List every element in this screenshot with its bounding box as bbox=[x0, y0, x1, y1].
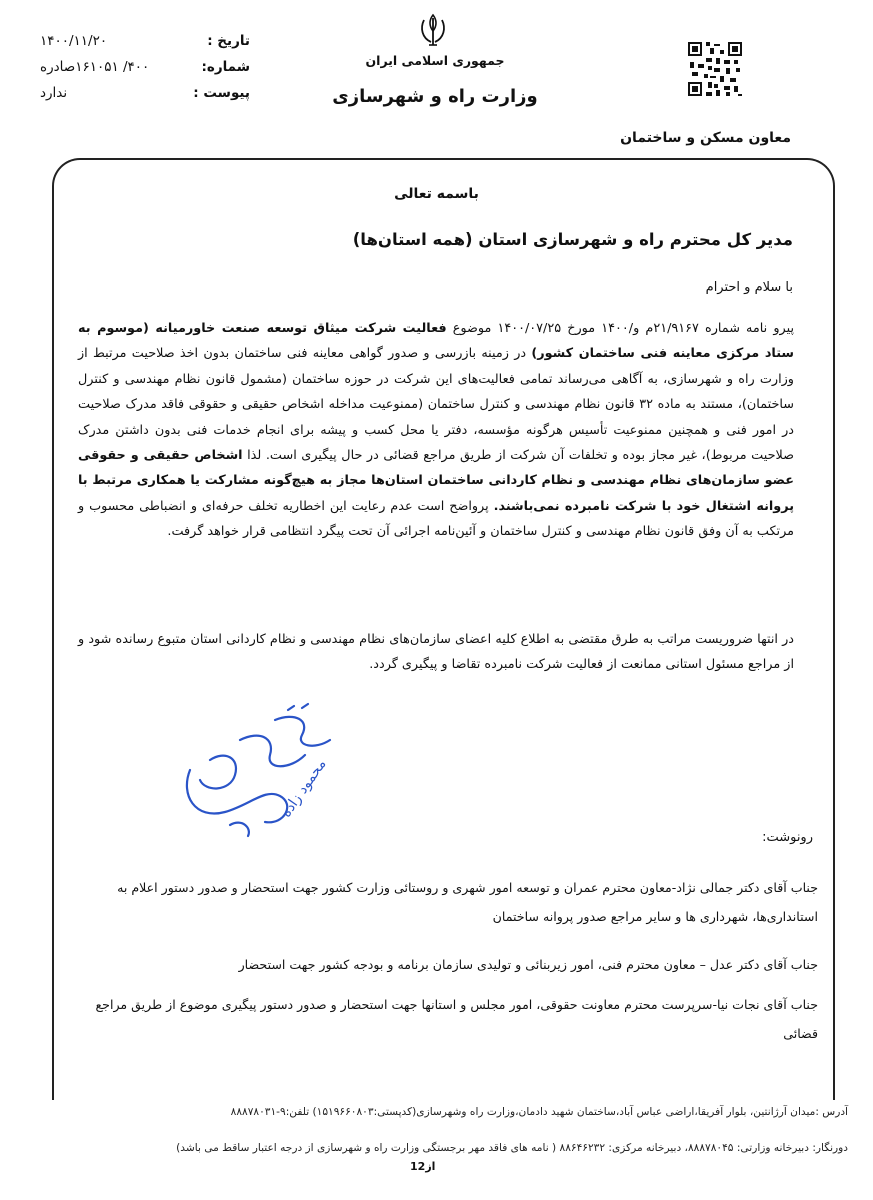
attachment-value: ندارد bbox=[40, 85, 68, 101]
cc-item-1: جناب آقای دکتر جمالی نژاد-معاون محترم عمران و توسعه امور شهری و روستائی وزارت کشور جهت استحضار و صدور دستور اعلام به استانداری‌ها، شهرداری ها و سایر مراجع صدور پروانه ساختمان bbox=[117, 880, 818, 924]
ministry-title: وزارت راه و شهرسازی bbox=[332, 86, 538, 107]
invocation: باسمه تعالی bbox=[394, 186, 479, 202]
date-label: تاریخ : bbox=[207, 33, 250, 49]
attachment-label: پیوست : bbox=[193, 85, 250, 101]
number-row bbox=[40, 54, 250, 80]
cc-label: رونوشت: bbox=[762, 830, 813, 845]
number-label: شماره: bbox=[201, 59, 250, 75]
cc-item-2: جناب آقای دکتر عدل – معاون محترم فنی، امور زیربنائی و تولیدی سازمان برنامه و بودجه کشور جهت استحضار bbox=[238, 957, 818, 972]
footer-address: آدرس :میدان آرژانتین، بلوار آفریقا،اراضی عباس آباد،ساختمان شهید دادمان،وزارت راه وشهرسازی(کدپستی:۱۵۱۹۶۶۰۸۰۳) تلفن:۹-۸۸۸۷۸۰۳۱ bbox=[230, 1106, 848, 1118]
iran-emblem-icon bbox=[418, 12, 448, 50]
number-value: ۴۰۰/ ۱۶۱۰۵۱صادره bbox=[40, 59, 150, 75]
attachment-row bbox=[40, 80, 250, 106]
letter-meta bbox=[40, 28, 250, 106]
department-title: معاون مسکن و ساختمان bbox=[620, 130, 791, 146]
p1-part-c: در زمینه بازرسی و صدور گواهی معاینه فنی ساختمان بدون اخذ صلاحیت مرتبط از وزارت راه و شهرسازی، به آگاهی می‌رساند تمامی فعالیت‌های این شرکت در حوزه ساختمان (مشمول قانون نظام مهندسی و کنترل ساختمان)، مستند به ماده ۳۲ قانون نظام مهندسی و کنترل ساختمان (ممنوعیت مداخله اشخاص حقیقی و حقوقی فاقد مدرک صلاحیت در امور فنی و همچنین ممنوعیت تأسیس هرگونه مؤسسه، دفتر یا محل کسب و پیشه برای انجام خدمات فنی بدون داشتن مدرک صلاحیت مربوط)، غیر مجاز بوده و تخلفات آن شرکت از طریق مراجع قضائی در حال پیگیری است. لذا bbox=[78, 346, 794, 464]
addressee: مدیر کل محترم راه و شهرسازی استان (همه استان‌ها) bbox=[352, 230, 793, 249]
greeting: با سلام و احترام bbox=[705, 280, 793, 295]
frame-right-edge bbox=[833, 770, 835, 1100]
date-value: ۱۴۰۰/۱۱/۲۰ bbox=[40, 33, 108, 49]
signature-name: محمود زاده bbox=[278, 756, 330, 821]
date-row bbox=[40, 28, 250, 54]
p1-company-name: فعالیت شرکت میثاق توسعه صنعت خاورمیانه (موسوم به ستاد مرکزی معاینه فنی ساختمان کشور) bbox=[78, 321, 795, 362]
qr-code-icon bbox=[686, 40, 744, 98]
footer-fax: دورنگار: دبیرخانه وزارتی: ۸۸۸۷۸۰۴۵، دبیرخانه مرکزی: ۸۸۶۴۶۲۳۲ ( نامه های فاقد مهر برجستگی وزارت راه و شهرسازی از درجه اعتبار ساقط می باشد) bbox=[176, 1142, 848, 1154]
frame-left-edge bbox=[52, 770, 54, 1100]
body-paragraph-2: در انتها ضروریست مراتب به طرق مقتضی به اطلاع کلیه اعضای سازمان‌های نظام مهندسی و نظام کاردانی استان متبوع رسانده شود و از مراجع مسئول استانی ممانعت از فعالیت شرکت نامبرده تقاضا و پیگیری گردد. bbox=[78, 632, 794, 673]
body-paragraph-1 bbox=[78, 316, 794, 545]
page-number: 1از2 bbox=[410, 1160, 436, 1173]
p1-prohibition: اشخاص حقیقی و حقوقی عضو سازمان‌های نظام مهندسی و نظام کاردانی ساختمان استان‌ها مجاز به هیچ‌گونه مشارکت یا همکاری مرتبط با پروانه اشتغال خود با شرکت نامبرده نمی‌باشند. bbox=[78, 448, 794, 514]
cc-item-3: جناب آقای نجات نیا-سرپرست محترم معاونت حقوقی، امور مجلس و استانها جهت استحضار و صدور دستور پیگیری موضوع از طریق مراجع قضائی bbox=[95, 997, 818, 1041]
p1-part-e: پرواضح است عدم رعایت این اخطاریه تخلف حرفه‌ای و انضباطی محسوب و مرتکب به آن وفق قانون نظام مهندسی و کنترل ساختمان و آئین‌نامه اجرائی آن تحت پیگرد انتظامی قرار خواهد گرفت. bbox=[78, 498, 794, 540]
republic-title: جمهوری اسلامی ایران bbox=[365, 53, 505, 68]
handwritten-signature bbox=[170, 700, 350, 840]
p1-part-a: پیرو نامه شماره ۲۱/۹۱۶۷م و/۱۴۰۰ مورخ ۱۴۰۰/۰۷/۲۵ موضوع bbox=[446, 321, 795, 336]
